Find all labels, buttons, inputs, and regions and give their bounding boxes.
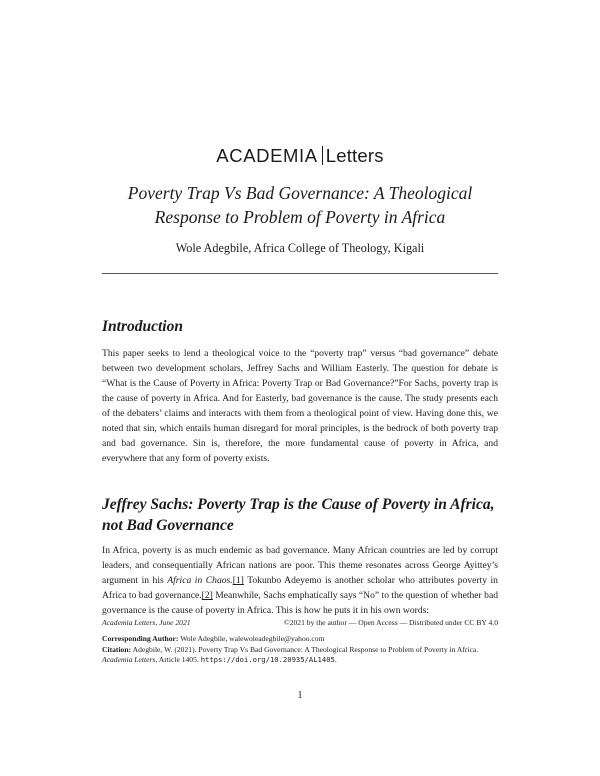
citation-block xyxy=(102,634,498,666)
title-line-2: Response to Problem of Poverty in Africa xyxy=(154,207,446,227)
introduction-paragraph: This paper seeks to lend a theological voice to the “poverty trap” versus “bad governance” debate between two development scholars, Jeffrey Sachs and William Easterly. The question for debate is “What is the Cause of Poverty in Africa: Poverty Trap or Bad Governance?”For Sachs, poverty trap is the cause of poverty in Africa. And for Easterly, bad governance is the cause. The study presents each of the debaters’ claims and interacts with them from a theological point of view. Having done this, we noted that sin, which entails human disregard for moral principles, is the bedrock of both poverty trap and bad governance. Sin is, therefore, the more fundamental cause of poverty in Africa, and everywhere that any form of poverty exists. xyxy=(102,348,498,464)
cite-journal: Academia Letters xyxy=(102,655,156,664)
author-affiliation: Wole Adegbile, Africa College of Theology, Kigali xyxy=(175,241,425,255)
cite-end: . xyxy=(334,655,337,664)
cite-text-a: Adegbile, W. (2021). Poverty Trap Vs Bad Governance: A Theological Response to Problem of Poverty in Africa. xyxy=(132,644,479,654)
paper-title xyxy=(0,181,600,229)
footer-line xyxy=(102,618,498,627)
corr-value: Wole Adegbile, walewoleadegbile@yahoo.com xyxy=(180,634,325,643)
license-text: ©2021 by the author — Open Access — Distributed under CC BY 4.0 xyxy=(283,618,498,627)
corresponding-author xyxy=(102,634,498,645)
title-rule xyxy=(102,273,498,274)
journal-date: Academia Letters, June 2021 xyxy=(102,618,191,627)
book-title: Africa in Chaos. xyxy=(167,575,233,586)
page-number: 1 xyxy=(297,690,303,701)
brand-divider xyxy=(322,146,323,165)
section-heading-sachs: Jeffrey Sachs: Poverty Trap is the Cause of Poverty in Africa, not Bad Governance xyxy=(102,496,495,534)
cite-text-b: , Article 1405. xyxy=(155,655,201,664)
sachs-text-b: Tokunbo Adeyemo is another scholar who attributes poverty in Africa to bad governance. xyxy=(102,575,498,601)
academia-letters-logo xyxy=(0,145,600,168)
doi-link[interactable]: https://doi.org/10.20935/AL1405 xyxy=(200,655,335,664)
title-line-1: Poverty Trap Vs Bad Governance: A Theological xyxy=(127,183,473,203)
corr-label: Corresponding Author: xyxy=(102,634,179,643)
citation xyxy=(102,645,498,666)
sachs-text-a: In Africa, poverty is as much endemic as bad governance. Many African countries are led by corrupt leaders, and consequentially African nations are poor. This theme resonates across George Ayittey’s argument in his xyxy=(102,545,498,586)
cite-label: Citation: xyxy=(102,644,132,654)
sachs-paragraph xyxy=(102,543,498,618)
footnote-link-1[interactable]: [1] xyxy=(232,575,244,586)
brand-main: ACADEMIA xyxy=(216,145,318,166)
section-heading-introduction: Introduction xyxy=(102,318,183,335)
footnote-link-2[interactable]: [2] xyxy=(201,590,213,601)
brand-sub: Letters xyxy=(325,145,384,166)
sachs-text-c: Meanwhile, Sachs emphatically says “No” to the question of whether bad governance is the cause of poverty in Africa. This is how he puts it in his own words: xyxy=(102,590,498,616)
